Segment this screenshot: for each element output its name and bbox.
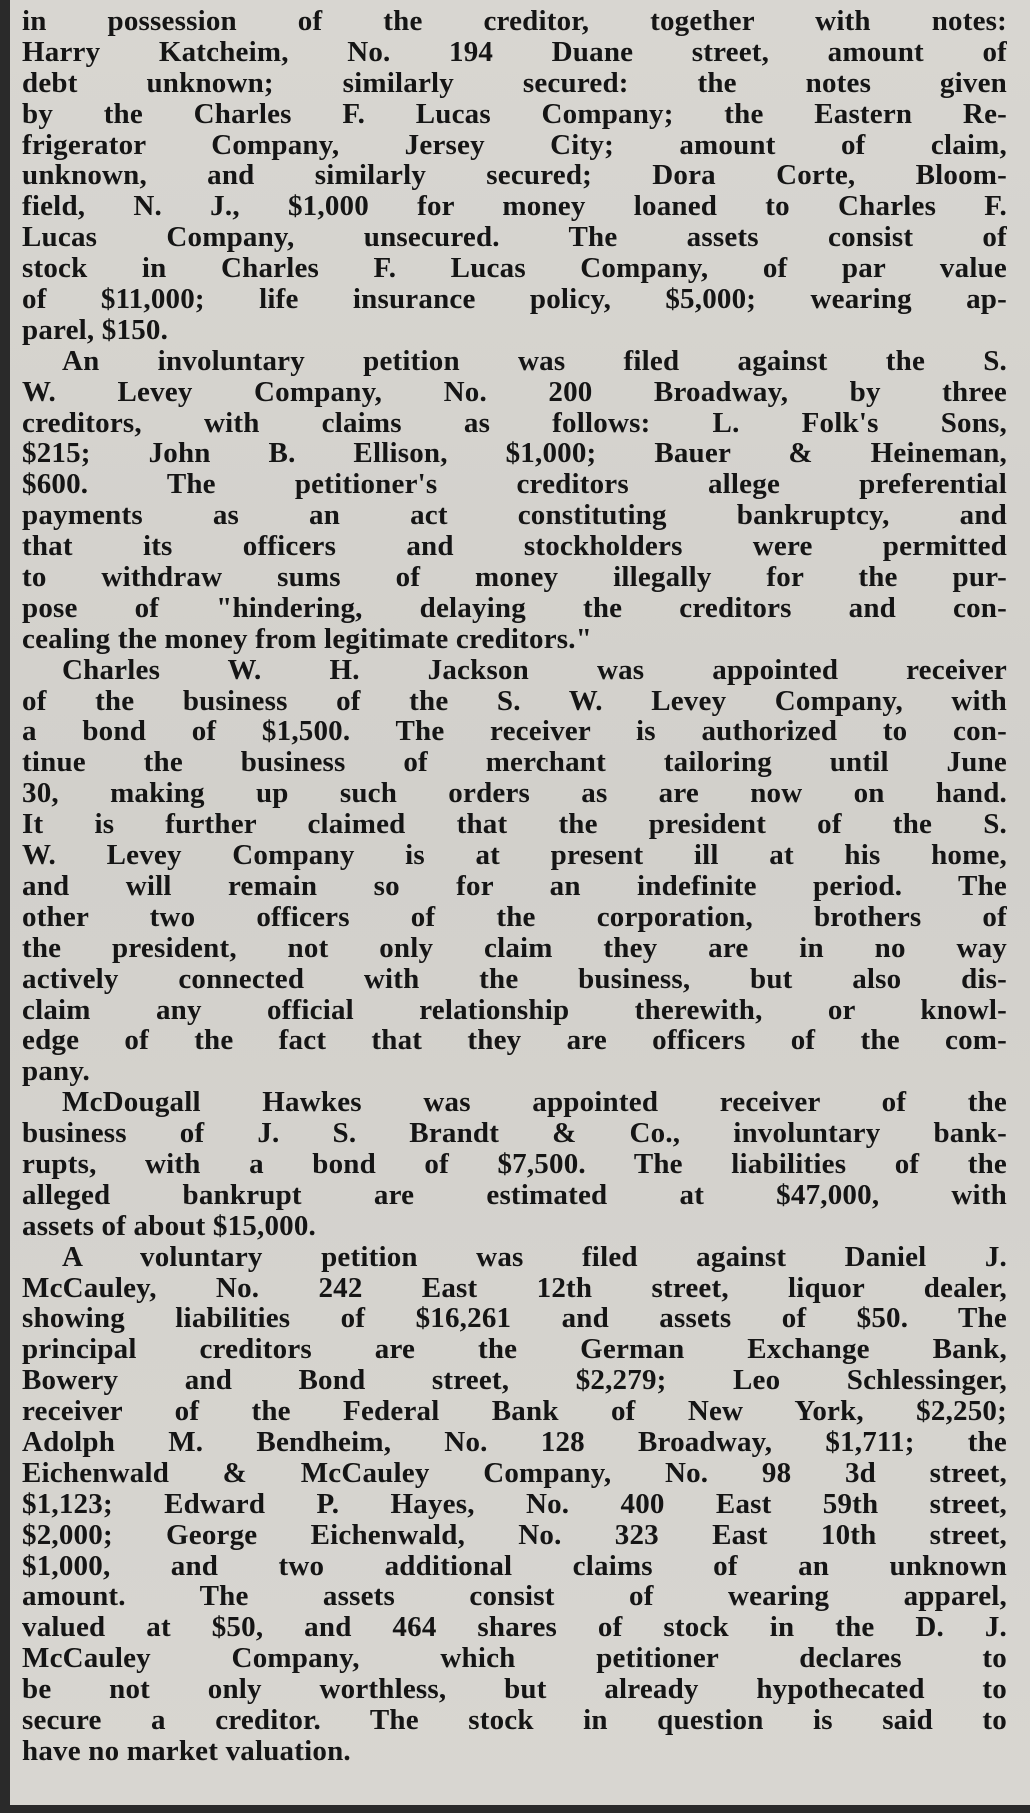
article-line: a bond of $1,500. The receiver is authorized to con- [22, 716, 1007, 748]
article-line: in possession of the creditor, together with notes: [22, 6, 1007, 37]
article-line: showing liabilities of $16,261 and assets of $50. The [22, 1303, 1007, 1335]
article-line: debt unknown; similarly secured: the notes given [22, 67, 1007, 99]
article-line: receiver of the Federal Bank of New York, $2,250; [22, 1396, 1007, 1427]
article-line: by the Charles F. Lucas Company; the Eastern Re- [22, 98, 1007, 130]
article-line: cealing the money from legitimate creditors." [22, 623, 593, 655]
article-line: A voluntary petition was filed against Daniel J. [62, 1241, 1007, 1273]
article-line: amount. The assets consist of wearing apparel, [22, 1581, 1007, 1613]
article-line: $215; John B. Ellison, $1,000; Bauer & Heineman, [22, 438, 1007, 470]
article-line: $1,000, and two additional claims of an unknown [22, 1550, 1007, 1582]
article-line: that its officers and stockholders were permitted [22, 531, 1007, 563]
article-line: payments as an act constituting bankruptcy, and [22, 500, 1007, 532]
article-line: Bowery and Bond street, $2,279; Leo Schlessinger, [22, 1365, 1007, 1397]
article-line: McCauley, No. 242 East 12th street, liquor dealer, [22, 1272, 1007, 1304]
article-line: 30, making up such orders as are now on hand. [22, 778, 1007, 810]
article-line: actively connected with the business, but also dis- [22, 963, 1007, 995]
article-line: Charles W. H. Jackson was appointed receiver [62, 654, 1007, 686]
article-line: W. Levey Company is at present ill at his home, [22, 840, 1007, 871]
article-column [22, 6, 1007, 1786]
article-line: field, N. J., $1,000 for money loaned to Charles F. [22, 191, 1007, 223]
article-line: creditors, with claims as follows: L. Folk's Sons, [22, 407, 1007, 439]
article-line: Eichenwald & McCauley Company, No. 98 3d street, [22, 1457, 1007, 1489]
article-line: Harry Katcheim, No. 194 Duane street, amount of [22, 36, 1007, 68]
article-line: the president, not only claim they are in no way [22, 932, 1007, 964]
article-line: pany. [22, 1056, 90, 1088]
article-line: be not only worthless, but already hypothecated to [22, 1674, 1007, 1705]
article-line: It is further claimed that the president of the S. [22, 809, 1007, 841]
article-line: $600. The petitioner's creditors allege preferential [22, 469, 1007, 501]
article-line: unknown, and similarly secured; Dora Corte, Bloom- [22, 160, 1007, 192]
article-line: rupts, with a bond of $7,500. The liabilities of the [22, 1148, 1007, 1180]
article-line: have no market valuation. [22, 1735, 351, 1767]
article-line: $2,000; George Eichenwald, No. 323 East 10th street, [22, 1519, 1007, 1551]
article-line: McDougall Hawkes was appointed receiver of the [62, 1087, 1007, 1119]
article-line: Lucas Company, unsecured. The assets consist of [22, 222, 1007, 254]
article-line: frigerator Company, Jersey City; amount of claim, [22, 129, 1007, 161]
article-line: W. Levey Company, No. 200 Broadway, by three [22, 376, 1007, 408]
article-line: business of J. S. Brandt & Co., involuntary bank- [22, 1118, 1007, 1149]
article-line: other two officers of the corporation, brothers of [22, 901, 1007, 933]
article-line: pose of "hindering, delaying the creditors and con- [22, 592, 1007, 624]
article-line: valued at $50, and 464 shares of stock in the D. J. [22, 1612, 1007, 1644]
article-line: secure a creditor. The stock in question is said to [22, 1704, 1007, 1736]
article-line: and will remain so for an indefinite period. The [22, 870, 1007, 902]
column-rule-left [0, 0, 10, 1813]
article-line: assets of about $15,000. [22, 1210, 317, 1242]
article-line: edge of the fact that they are officers of the com- [22, 1025, 1007, 1057]
article-line: to withdraw sums of money illegally for the pur- [22, 562, 1007, 593]
article-line: of $11,000; life insurance policy, $5,000; wearing ap- [22, 284, 1007, 315]
article-line: An involuntary petition was filed against the S. [62, 345, 1007, 377]
article-line: claim any official relationship therewith, or knowl- [22, 994, 1007, 1026]
article-line: alleged bankrupt are estimated at $47,000, with [22, 1179, 1007, 1211]
article-line: Adolph M. Bendheim, No. 128 Broadway, $1,711; the [22, 1426, 1007, 1458]
article-line: stock in Charles F. Lucas Company, of par value [22, 253, 1007, 285]
article-line: tinue the business of merchant tailoring until June [22, 747, 1007, 779]
column-rule-bottom [0, 1805, 1030, 1813]
article-line: of the business of the S. W. Levey Company, with [22, 685, 1007, 717]
article-line: McCauley Company, which petitioner declares to [22, 1643, 1007, 1675]
article-line: parel, $150. [22, 314, 169, 346]
article-line: principal creditors are the German Exchange Bank, [22, 1334, 1007, 1366]
article-line: $1,123; Edward P. Hayes, No. 400 East 59th street, [22, 1488, 1007, 1520]
